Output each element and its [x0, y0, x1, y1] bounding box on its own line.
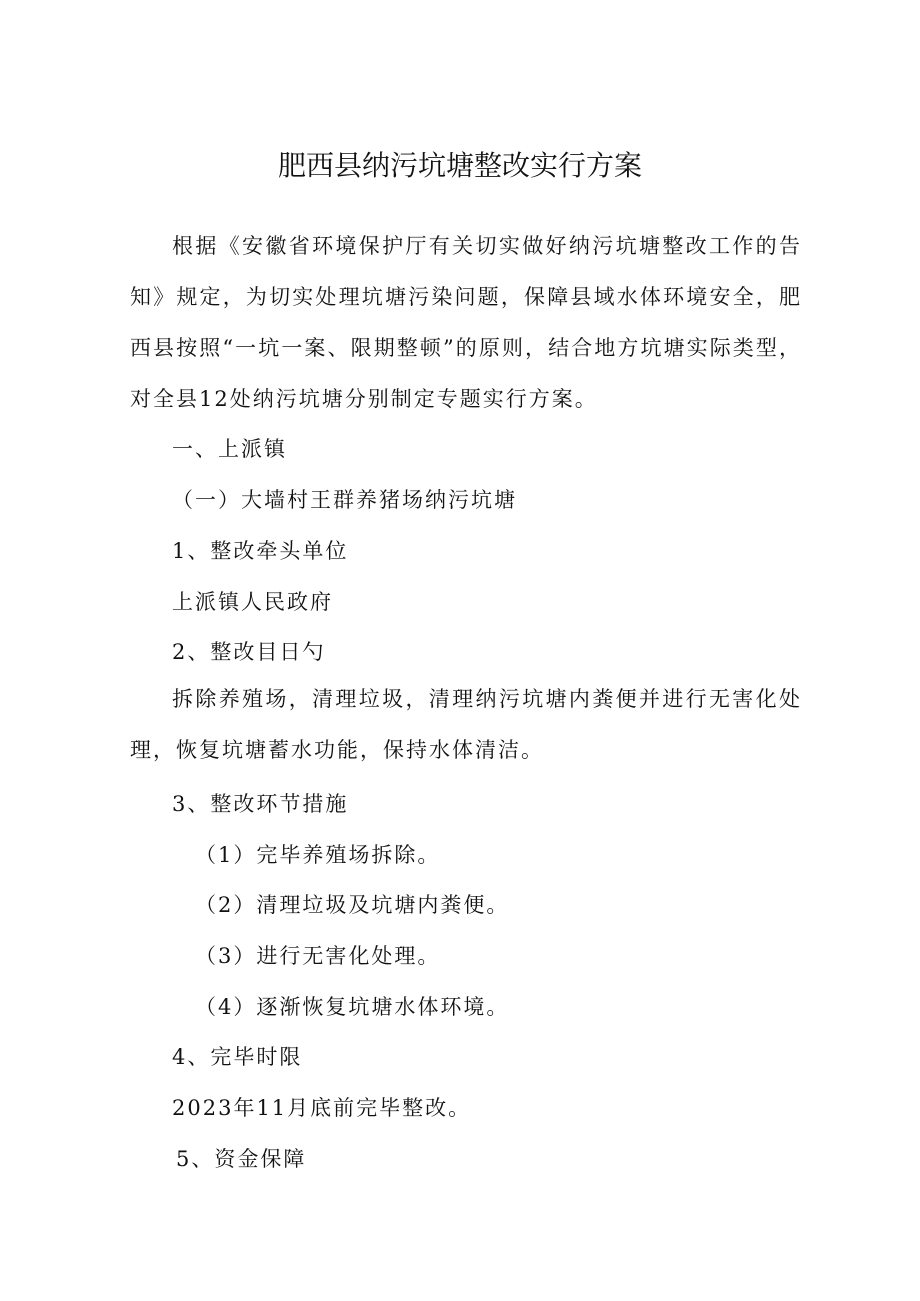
section-heading: 一、上派镇 [172, 437, 287, 461]
document-title: 肥西县纳污坑塘整改实行方案 [277, 149, 642, 182]
step-item: （1）完毕养殖场拆除。 [195, 843, 441, 867]
item3-heading: 3、整改环节措施 [172, 792, 349, 816]
item2-heading: 2、整改目日勺 [172, 640, 326, 664]
item4-text: 2023年11月底前完毕整改。 [172, 1096, 472, 1120]
item2-paragraph: 拆除养殖场，清理垃圾，清理纳污坑塘内粪便并进行无害化处理，恢复坑塘蓄水功能，保持水体清洁。 [130, 687, 802, 762]
item4-heading: 4、完毕时限 [172, 1045, 303, 1069]
subsection-heading: （一）大墙村王群养猪场纳污坑塘 [172, 488, 517, 512]
step-item: （4）逐渐恢复坑塘水体环境。 [195, 995, 510, 1019]
intro-paragraph: 根据《安徽省环境保护厅有关切实做好纳污坑塘整改工作的告知》规定，为切实处理坑塘污染问题，保障县域水体环境安全，肥西县按照“一坑一案、限期整顿”的原则，结合地方坑塘实际类型，对全县12处纳污坑塘分别制定专题实行方案。 [130, 234, 802, 411]
item1-text: 上派镇人民政府 [172, 590, 333, 614]
item5-heading: 5、资金保障 [176, 1147, 307, 1171]
item1-heading: 1、整改牵头单位 [172, 539, 349, 563]
step-item: （3）进行无害化处理。 [195, 944, 441, 968]
step-item: （2）清理垃圾及坑塘内粪便。 [195, 893, 510, 917]
